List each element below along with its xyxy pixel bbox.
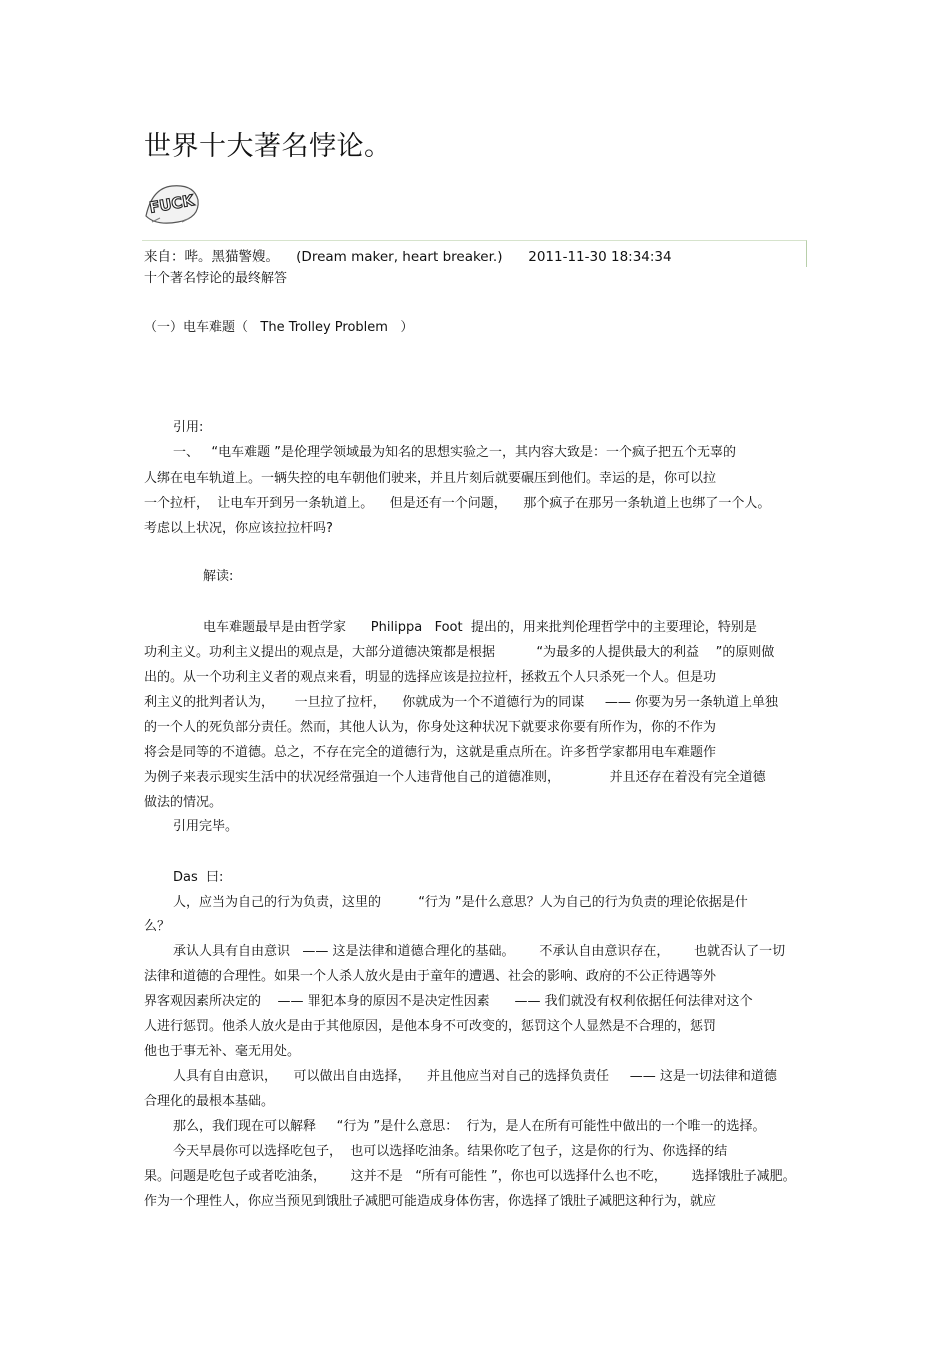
paragraph-line: 做法的情况。 bbox=[144, 795, 223, 810]
paragraph-line: 作为一个理性人，你应当预见到饿肚子减肥可能造成身体伤害，你选择了饿肚子减肥这种行为，就应 bbox=[144, 1194, 717, 1209]
paragraph-line: 合理化的最根本基础。 bbox=[144, 1094, 275, 1109]
subtitle-line: 十个著名悖论的最终解答 bbox=[144, 271, 288, 286]
quote-start-label: 引用: bbox=[173, 420, 204, 435]
paragraph-line: 他也于事无补、毫无用处。 bbox=[144, 1044, 301, 1059]
paragraph-line: 人具有自由意识， 可以做出自由选择， 并且他应当对自己的选择负责任 —— 这是一切法律和道德 bbox=[173, 1069, 777, 1084]
paragraph-line: 一个拉杆， 让电车开到另一条轨道上。 但是还有一个问题， 那个疯子在那另一条轨道上也绑了一个人。 bbox=[144, 496, 771, 511]
paragraph-line: 人进行惩罚。他杀人放火是由于其他原因，是他本身不可改变的，惩罚这个人显然是不合理的，惩罚 bbox=[144, 1019, 717, 1034]
paragraph-line: 利主义的批判者认为， 一旦拉了拉杆， 你就成为一个不道德行为的同谋 —— 你要为另一条轨道上单独 bbox=[144, 695, 778, 710]
paragraph-line: 电车难题最早是由哲学家 Philippa Foot 提出的，用来批判伦理哲学中的主要理论，特别是 bbox=[203, 620, 757, 635]
paragraph-line: 的一个人的死负部分责任。然而，其他人认为，你身处这种状况下就要求你要有所作为，你的不作为 bbox=[144, 720, 717, 735]
paragraph-line: 人绑在电车轨道上。一辆失控的电车朝他们驶来，并且片刻后就要碾压到他们。幸运的是，你可以拉 bbox=[144, 471, 717, 486]
quote-end-label: 引用完毕。 bbox=[173, 819, 239, 834]
paragraph-line: 功利主义。功利主义提出的观点是，大部分道德决策都是根据 “为最多的人提供最大的利益 ”的原则做 bbox=[144, 645, 775, 660]
paragraph-line: 将会是同等的不道德。总之，不存在完全的道德行为，这就是重点所在。许多哲学家都用电车难题作 bbox=[144, 745, 717, 760]
svg-text:FUCK: FUCK bbox=[147, 191, 196, 217]
das-says-label: Das 曰: bbox=[173, 870, 224, 885]
paragraph-line: 人，应当为自己的行为负责，这里的 “行为 ”是什么意思？人为自己的行为负责的理论依据是什 bbox=[173, 895, 748, 910]
paragraph-line: 承认人具有自由意识 —— 这是法律和道德合理化的基础。 不承认自由意识存在， 也就否认了一切 bbox=[173, 944, 786, 959]
paragraph-line: 果。问题是吃包子或者吃油条， 这并不是 “所有可能性 ”，你也可以选择什么也不吃， 选择饿肚子减肥。 bbox=[144, 1169, 796, 1184]
paragraph-line: 出的。从一个功利主义者的观点来看，明显的选择应该是拉拉杆，拯救五个人只杀死一个人。但是功 bbox=[144, 670, 717, 685]
paragraph-line: 界客观因素所决定的 —— 罪犯本身的原因不是决定性因素 —— 我们就没有权利依据任何法律对这个 bbox=[144, 994, 753, 1009]
avatar-sticker-icon bbox=[142, 178, 202, 228]
page-title: 世界十大著名悖论。 bbox=[144, 131, 392, 162]
paragraph-line: 考虑以上状况，你应该拉拉杆吗? bbox=[144, 521, 333, 536]
interpretation-label: 解读: bbox=[203, 569, 234, 584]
paragraph-line: 法律和道德的合理性。如果一个人杀人放火是由于童年的遭遇、社会的影响、政府的不公正待遇等外 bbox=[144, 969, 717, 984]
section-heading: （一）电车难题（ The Trolley Problem ） bbox=[144, 320, 414, 335]
paragraph-line: 一、 “电车难题 ”是伦理学领域最为知名的思想实验之一，其内容大致是：一个疯子把五个无辜的 bbox=[173, 445, 736, 460]
paragraph-line: 么？ bbox=[144, 919, 171, 934]
paragraph-line: 那么，我们现在可以解释 “行为 ”是什么意思： 行为，是人在所有可能性中做出的一个唯一的选择。 bbox=[173, 1119, 766, 1134]
post-meta: 来自：哔。黑猫警嫂。 (Dream maker, heart breaker.) 2011-11-30 18:34:34 bbox=[144, 249, 672, 265]
paragraph-line: 今天早晨你可以选择吃包子， 也可以选择吃油条。结果你吃了包子，这是你的行为、你选择的结 bbox=[173, 1144, 728, 1159]
paragraph-line: 为例子来表示现实生活中的状况经常强迫一个人违背他自己的道德准则， 并且还存在着没有完全道德 bbox=[144, 770, 766, 785]
post-meta-bar bbox=[142, 240, 807, 267]
